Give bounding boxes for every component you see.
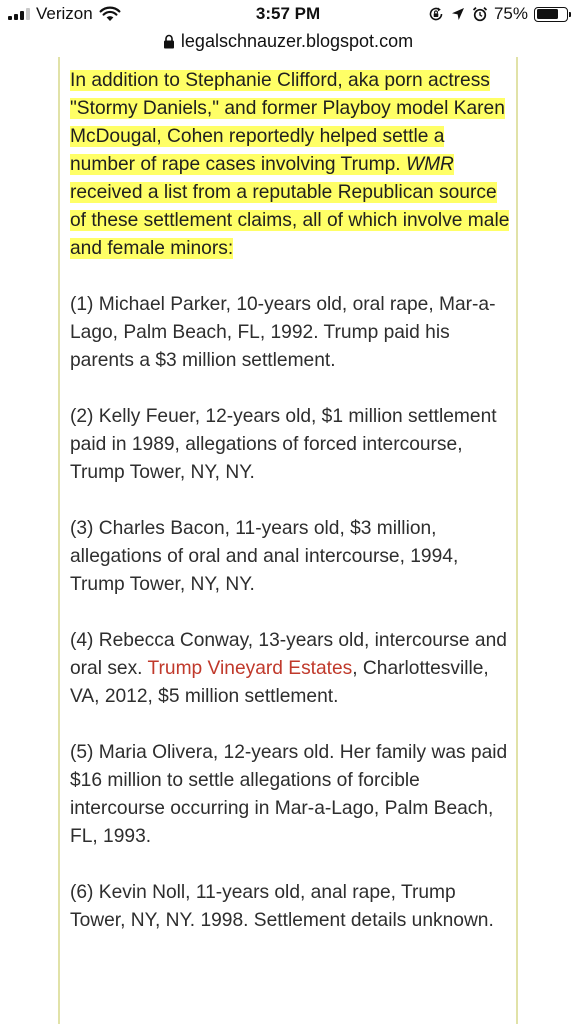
battery-percent: 75%	[493, 4, 528, 23]
location-arrow-icon	[450, 6, 466, 22]
list-item-5: (5) Maria Olivera, 12-years old. Her family was paid $16 million to settle allegations of forcible intercourse occurring in Mar-a-Lago, Palm Beach, FL, 1993.	[70, 742, 508, 847]
url-text[interactable]: legalschnauzer.blogspot.com	[180, 30, 414, 51]
list-item-1: (1) Michael Parker, 10-years old, oral rape, Mar-a-Lago, Palm Beach, FL, 1992. Trump paid his parents a $3 million settlement.	[70, 294, 496, 371]
web-page	[0, 57, 576, 1024]
list-item-4	[70, 627, 510, 711]
address-bar[interactable]	[0, 28, 576, 54]
intro-text-part2: received a list from a reputable Republican source of these settlement claims, all of which involve male and female minors:	[70, 182, 510, 259]
trump-vineyard-link[interactable]: Trump Vineyard Estates	[147, 658, 353, 679]
list-item-6: (6) Kevin Noll, 11-years old, anal rape, Trump Tower, NY, NY. 1998. Settlement details unknown.	[70, 882, 494, 931]
status-time: 3:57 PM	[255, 4, 321, 23]
alarm-icon	[472, 6, 488, 22]
lock-icon	[163, 34, 175, 49]
intro-paragraph	[70, 67, 510, 263]
list-item-2: (2) Kelly Feuer, 12-years old, $1 million settlement paid in 1989, allegations of forced intercourse, Trump Tower, NY, NY.	[70, 406, 497, 483]
item4-after: , Charlottesville, VA, 2012, $5 million settlement.	[70, 658, 489, 707]
carrier-label: Verizon	[36, 4, 93, 23]
status-bar	[0, 0, 576, 30]
battery-icon	[534, 7, 568, 22]
article-body	[70, 67, 510, 963]
highlighted-intro	[70, 70, 509, 259]
battery-fill	[537, 9, 559, 19]
status-right	[428, 4, 568, 24]
intro-text-part1: In addition to Stephanie Clifford, aka porn actress "Stormy Daniels," and former Playboy model Karen McDougal, Cohen reportedly helped settle a number of rape cases involving Trump.	[70, 70, 505, 175]
list-item-3: (3) Charles Bacon, 11-years old, $3 million, allegations of oral and anal intercourse, 1994, Trump Tower, NY, NY.	[70, 518, 459, 595]
intro-wmr: WMR	[405, 154, 454, 175]
rotation-lock-icon	[428, 6, 444, 22]
item4-before: (4) Rebecca Conway, 13-years old, intercourse and oral sex.	[70, 630, 507, 679]
